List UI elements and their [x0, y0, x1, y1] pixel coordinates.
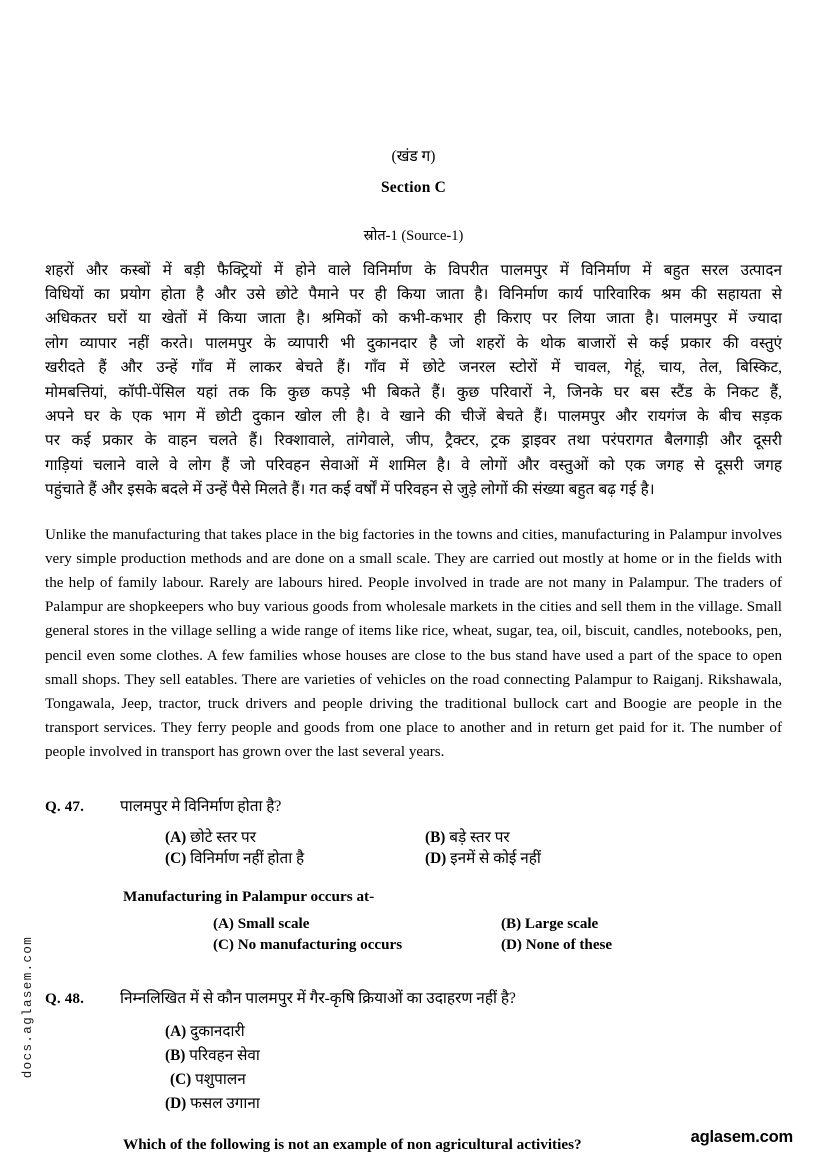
option-label: Small scale	[237, 915, 310, 932]
option-48-hi-a[interactable]	[165, 1020, 782, 1044]
question-47-row	[45, 795, 782, 819]
passage-hindi-line: शहरों और कस्बों में बड़ी फैक्ट्रियों में होने वाले विनिर्माण के विपरीत पालमपुर में विनिर्माण में बहुत सरल उत्पादन	[45, 261, 782, 279]
option-tag: (B)	[425, 828, 446, 846]
question-48-row	[45, 987, 782, 1011]
option-47-en-b[interactable]	[501, 914, 598, 936]
option-label: None of these	[525, 937, 613, 954]
source-label: स्रोत-1 (Source-1)	[363, 227, 464, 244]
question-48-stem-hindi: निम्नलिखित में से कौन पालमपुर में गैर-कृषि क्रियाओं का उदाहरण नहीं है?	[120, 989, 516, 1007]
option-label: विनिर्माण नहीं होता है	[190, 850, 305, 868]
passage-hindi-line: मोमबत्तियां, कॉपी-पेंसिल यहां तक कि कुछ कपड़े भी बिकते हैं। कुछ परिवारों ने, जिनके घर बस स्टैंड के निकट हैं,	[45, 383, 782, 401]
option-tag: (C)	[165, 850, 187, 868]
option-tag: (A)	[213, 915, 234, 932]
section-heading-hindi: (खंड ग)	[391, 148, 436, 165]
question-47-stem-english: Manufacturing in Palampur occurs at-	[123, 887, 375, 905]
passage-english: Unlike the manufacturing that takes place in the big factories in the towns and cities, manufacturing in Palampur involves very simple production methods and are done on a small scale. They are carried out mostly at home or in the fields with the help of family labour. Rarely are labours hired. People involved in trade are not many in Palampur. The traders of Palampur are shopkeepers who buy various goods from wholesale markets in the cities and sell them in the village. Small general stores in the village selling a wide range of items like rice, wheat, sugar, tea, oil, biscuit, candles, notebooks, pen, pencil even some clothes. A few families whose houses are close to the bus stand have used a part of the space to open small shops. They sell eatables. There are varieties of vehicles on the road connecting Palampur to Raiganj. Rikshawala, Tongawala, Jeep, tractor, truck drivers and people driving the traditional bullock cart and Boogie are people in the transport services. They ferry people and goods from one place to another and in return get paid for it. The number of people involved in transport has grown over the last several years.	[45, 526, 782, 761]
option-row	[165, 848, 782, 870]
option-tag: (C)	[170, 1070, 192, 1088]
option-47-hi-d[interactable]	[425, 848, 541, 870]
brand-logo: aglasem.com	[690, 1128, 793, 1146]
option-47-hi-c[interactable]	[165, 848, 425, 870]
passage-hindi-line: गाड़ियां चलाने वाले वे लोग हैं जो परिवहन सेवाओं में शामिल है। वे लोगों और वस्तुओं को एक जगह से दूसरी जगह	[45, 456, 782, 474]
option-tag: (D)	[165, 1094, 187, 1112]
option-row	[165, 827, 782, 849]
question-47-options-english	[213, 914, 782, 957]
option-47-hi-b[interactable]	[425, 827, 510, 849]
option-label: दुकानदारी	[190, 1022, 245, 1040]
question-47-stem-hindi: पालमपुर मे विनिर्माण होता है?	[120, 797, 282, 815]
option-label: फसल उगाना	[190, 1094, 260, 1112]
option-tag: (A)	[165, 828, 187, 846]
option-47-en-a[interactable]	[213, 914, 501, 936]
option-48-hi-b[interactable]	[165, 1044, 782, 1068]
option-label: इनमें से कोई नहीं	[450, 850, 541, 868]
option-47-hi-a[interactable]	[165, 827, 425, 849]
option-tag: (B)	[165, 1046, 186, 1064]
question-47-options-hindi	[165, 827, 782, 870]
question-48-options-hindi	[165, 1020, 782, 1116]
question-block-47	[45, 795, 782, 957]
question-47-number: Q. 47.	[45, 797, 84, 815]
option-label: बड़े स्तर पर	[449, 828, 510, 846]
option-47-en-d[interactable]	[501, 935, 612, 957]
option-label: छोटे स्तर पर	[190, 828, 256, 846]
option-label: परिवहन सेवा	[189, 1046, 260, 1064]
option-row	[213, 914, 782, 936]
option-label: No manufacturing occurs	[237, 937, 403, 954]
option-48-hi-c[interactable]	[165, 1068, 782, 1092]
passage-hindi-line: पहुंचाते हैं और इसके बदले में उन्हें पैसे मिलते हैं। गत कई वर्षों में परिवहन से जुड़े लोगों की संख्या बहुत बढ़ गई है।	[45, 481, 655, 499]
option-row	[213, 935, 782, 957]
option-tag: (D)	[501, 937, 522, 954]
passage-hindi-line: लोग व्यापार नहीं करते। पालमपुर के व्यापारी भी दुकानदार है जो शहरों के थोक बाजारों से कई प्रकार की वस्तुएं	[45, 334, 782, 352]
option-tag: (D)	[425, 850, 447, 868]
passage-hindi-line: खरीदते हैं और उन्हें गाँव में लाकर बेचते हैं। गाँव में छोटे जनरल स्टोरों में चावल, गेहूं, चाय, तेल, बिस्किट,	[45, 359, 782, 377]
passage-hindi-line: अधिकतर घरों या खेतों में किया जाता है। श्रमिकों को कभी-कभार ही किराए पर लिया जाता है। पालमपुर में ज्यादा	[45, 310, 782, 328]
question-block-48	[45, 987, 782, 1154]
passage-hindi-line: पर कई प्रकार के वाहन चलते हैं। रिक्शावाले, तांगेवाले, जीप, ट्रैक्टर, ट्रक ड्राइवर तथा परंपरागत बैलगाड़ी और दूसरी	[45, 432, 782, 450]
passage-hindi-line: अपने घर के एक भाग में छोटी दुकान खोल ली है। वे खाने की चीजें बेचते हैं। पालमपुर और रायगंज के बीच सड़क	[45, 408, 782, 426]
passage-hindi	[45, 259, 782, 503]
question-48-stem-english: Which of the following is not an example of non agricultural activities?	[123, 1135, 582, 1153]
option-label: पशुपालन	[195, 1070, 246, 1088]
option-48-hi-d[interactable]	[165, 1092, 782, 1116]
option-tag: (C)	[213, 937, 234, 954]
section-heading-english: Section C	[380, 178, 447, 196]
option-47-en-c[interactable]	[213, 935, 501, 957]
side-watermark: docs.aglasem.com	[21, 935, 35, 1079]
question-48-number: Q. 48.	[45, 989, 84, 1007]
passage-hindi-line: विधियों का प्रयोग होता है और उसे छोटे पैमाने पर ही किया जाता है। विनिर्माण कार्य पारिवारिक श्रम की सहायता से	[45, 286, 782, 303]
option-tag: (B)	[501, 915, 522, 932]
option-tag: (A)	[165, 1022, 187, 1040]
document-content	[45, 0, 782, 1154]
option-label: Large scale	[524, 915, 599, 932]
